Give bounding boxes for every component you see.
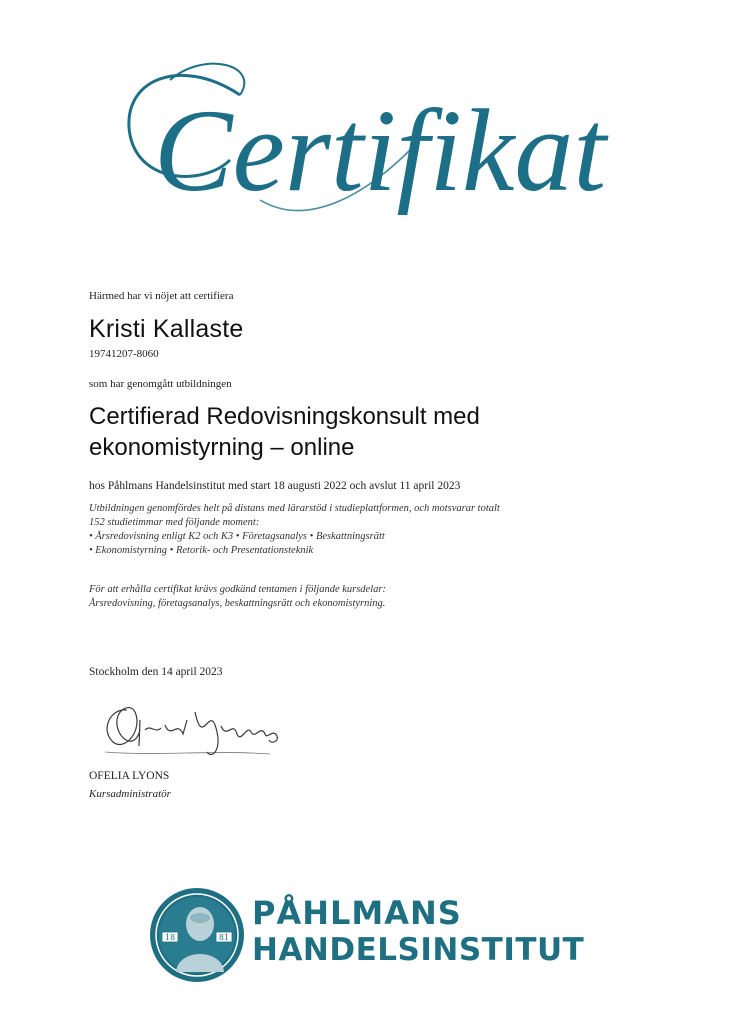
completed-text: som har genomgått utbildningen bbox=[89, 378, 232, 390]
description-line: • Ekonomistyrning • Retorik- och Presentationsteknik bbox=[89, 545, 314, 556]
signer-role: Kursadministratör bbox=[89, 788, 171, 800]
certificate-title bbox=[110, 40, 650, 250]
seal-year-right: 81 bbox=[218, 933, 230, 942]
recipient-name: Kristi Kallaste bbox=[89, 315, 244, 343]
course-description bbox=[89, 502, 649, 558]
description-line: 152 studietimmar med följande moment: bbox=[89, 517, 260, 528]
course-title-line: ekonomistyrning – online bbox=[89, 434, 355, 461]
institute-seal-logo bbox=[148, 886, 246, 984]
brand-name-line2: HANDELSINSTITUT bbox=[252, 932, 585, 968]
place-date: Stockholm den 14 april 2023 bbox=[89, 666, 223, 678]
requirement-line: För att erhålla certifikat krävs godkänd tentamen i följande kursdelar: bbox=[89, 584, 386, 595]
seal-year-left: 18 bbox=[164, 933, 176, 942]
title-text: Certifikat bbox=[153, 85, 607, 216]
brand-name-line1: PÅHLMANS bbox=[252, 894, 462, 932]
signature bbox=[95, 690, 295, 762]
recipient-personal-number: 19741207-8060 bbox=[89, 348, 159, 360]
description-line: Utbildningen genomfördes helt på distans med lärarstöd i studieplattformen, och motsvarar totalt bbox=[89, 503, 500, 514]
certificate-title-graphic bbox=[110, 40, 650, 250]
requirement-line: Årsredovisning, företagsanalys, beskattningsrätt och ekonomistyrning. bbox=[89, 598, 386, 609]
description-line: • Årsredovisning enligt K2 och K3 • Företagsanalys • Beskattningsrätt bbox=[89, 531, 385, 542]
signer-name: OFELIA LYONS bbox=[89, 770, 170, 782]
intro-text: Härmed har vi nöjet att certifiera bbox=[89, 290, 234, 302]
course-title-line: Certifierad Redovisningskonsult med bbox=[89, 403, 480, 430]
course-title bbox=[89, 401, 649, 463]
certificate-body bbox=[89, 290, 649, 611]
school-line: hos Påhlmans Handelsinstitut med start 18 augusti 2022 och avslut 11 april 2023 bbox=[89, 480, 461, 492]
requirement-text bbox=[89, 583, 649, 611]
